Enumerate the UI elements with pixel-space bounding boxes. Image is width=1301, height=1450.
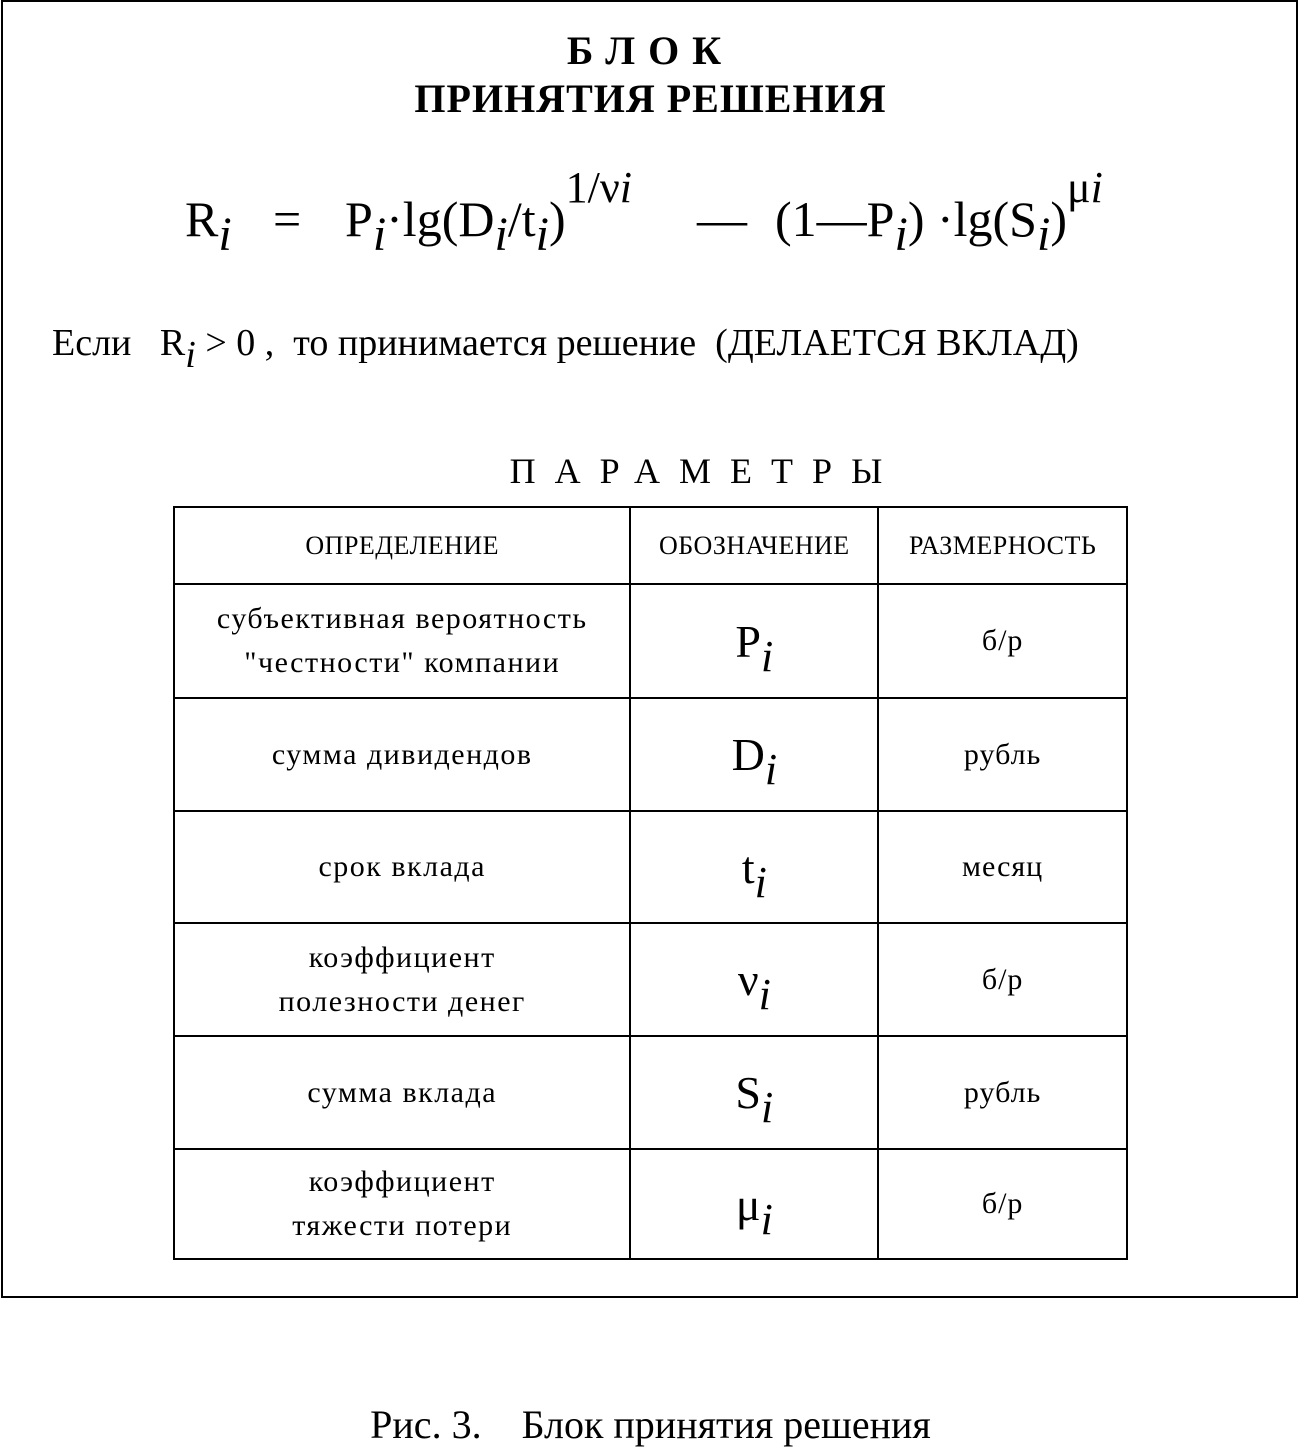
figure-caption: Рис. 3. Блок принятия решения xyxy=(370,1402,931,1447)
formula-term-2: (1—Pi) ·lg(Si)μi xyxy=(775,163,1103,261)
table-row xyxy=(174,923,1127,1036)
unit-cell: б/р xyxy=(878,584,1127,698)
condition-prefix: Если xyxy=(52,322,132,364)
symbol-cell: μi xyxy=(630,1149,878,1259)
table-row xyxy=(174,1036,1127,1149)
decision-formula xyxy=(185,160,1185,280)
title-line-2: ПРИНЯТИЯ РЕШЕНИЯ xyxy=(414,76,887,121)
definition-cell: коэффициент тяжести потери xyxy=(174,1149,630,1259)
formula-term-1: Pi·lg(Di/ti)1/νi xyxy=(345,163,632,261)
params-table xyxy=(173,506,1128,1260)
table-row xyxy=(174,1149,1127,1259)
unit-cell: рубль xyxy=(878,1036,1127,1149)
table-header-row xyxy=(174,507,1127,584)
table-row xyxy=(174,811,1127,923)
definition-cell: сумма вклада xyxy=(174,1036,630,1149)
condition-result: (ДЕЛАЕТСЯ ВКЛАД) xyxy=(715,322,1079,364)
definition-cell: субъективная вероятность "честности" компании xyxy=(174,584,630,698)
params-heading: ПАРАМЕТРЫ xyxy=(509,451,902,491)
table-row xyxy=(174,698,1127,811)
column-header-definition: ОПРЕДЕЛЕНИЕ xyxy=(174,507,630,584)
symbol-cell: νi xyxy=(630,923,878,1036)
table-row xyxy=(174,584,1127,698)
title-line-1: БЛОК xyxy=(566,28,735,73)
symbol-cell: Di xyxy=(630,698,878,811)
unit-cell: рубль xyxy=(878,698,1127,811)
definition-cell: коэффициент полезности денег xyxy=(174,923,630,1036)
formula-equals: = xyxy=(273,191,302,247)
symbol-cell: Pi xyxy=(630,584,878,698)
unit-cell: б/р xyxy=(878,923,1127,1036)
formula-minus: — xyxy=(697,191,747,247)
definition-cell: срок вклада xyxy=(174,811,630,923)
definition-cell: сумма дивидендов xyxy=(174,698,630,811)
condition-r: Ri xyxy=(159,322,196,376)
unit-cell: месяц xyxy=(878,811,1127,923)
column-header-unit: РАЗМЕРНОСТЬ xyxy=(878,507,1127,584)
unit-cell: б/р xyxy=(878,1149,1127,1259)
condition-gt: > 0 , xyxy=(195,322,275,364)
symbol-cell: Si xyxy=(630,1036,878,1149)
condition-text: то принимается решение xyxy=(293,322,697,364)
decision-condition xyxy=(52,318,1079,376)
formula-lhs: Ri xyxy=(185,191,232,261)
symbol-cell: ti xyxy=(630,811,878,923)
column-header-symbol: ОБОЗНАЧЕНИЕ xyxy=(630,507,878,584)
